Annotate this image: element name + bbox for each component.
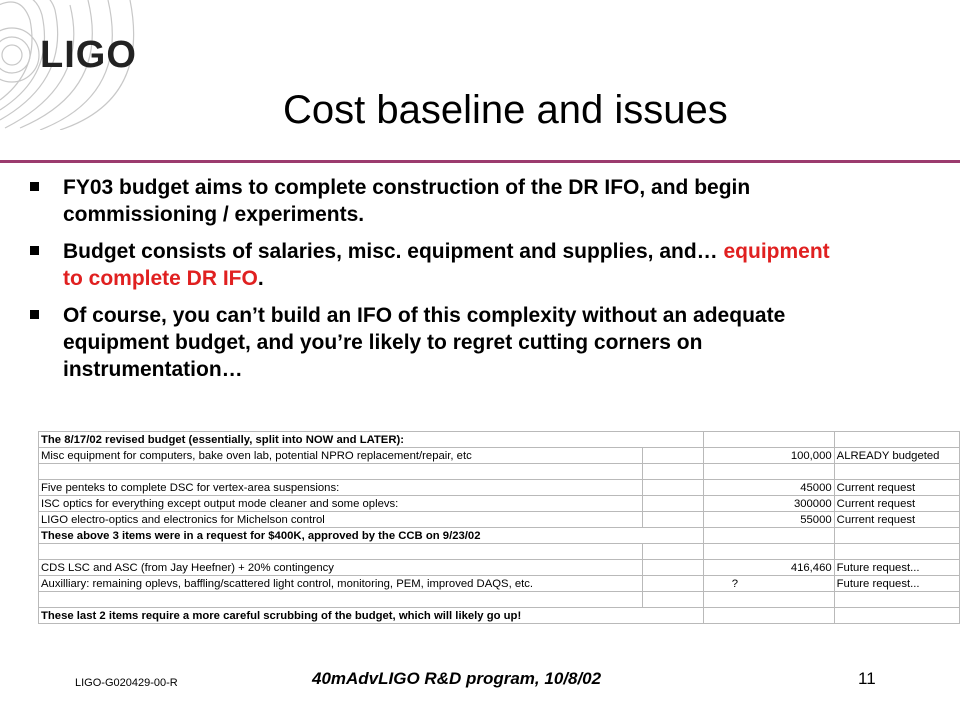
square-bullet-icon xyxy=(30,246,39,255)
bullet-list xyxy=(30,174,850,393)
note-cell: Current request xyxy=(834,496,959,512)
slide-title: Cost baseline and issues xyxy=(283,88,728,132)
table-row xyxy=(39,448,960,464)
spacer-cell xyxy=(643,544,703,560)
note-cell: Current request xyxy=(834,480,959,496)
row-label-cell xyxy=(39,544,643,560)
spacer-cell xyxy=(643,464,703,480)
row-label-cell: These above 3 items were in a request for $400K, approved by the CCB on 9/23/02 xyxy=(39,528,704,544)
empty-cell xyxy=(834,432,959,448)
note-cell: Future request... xyxy=(834,560,959,576)
row-label-cell: CDS LSC and ASC (from Jay Heefner) + 20% contingency xyxy=(39,560,643,576)
bullet-highlight: equipment to complete DR IFO xyxy=(63,240,830,290)
row-label-cell: Auxilliary: remaining oplevs, baffling/scattered light control, monitoring, PEM, improved DAQS, etc. xyxy=(39,576,643,592)
row-label-cell: The 8/17/02 revised budget (essentially, split into NOW and LATER): xyxy=(39,432,704,448)
amount-cell: 300000 xyxy=(703,496,834,512)
table-row xyxy=(39,432,960,448)
empty-cell xyxy=(834,528,959,544)
table-row xyxy=(39,464,960,480)
amount-cell: 45000 xyxy=(703,480,834,496)
note-cell xyxy=(834,464,959,480)
spacer-cell xyxy=(643,448,703,464)
note-cell: Future request... xyxy=(834,576,959,592)
empty-cell xyxy=(703,528,834,544)
spacer-cell xyxy=(643,576,703,592)
empty-cell xyxy=(703,608,834,624)
spacer-cell xyxy=(643,560,703,576)
table-row xyxy=(39,496,960,512)
row-label-cell xyxy=(39,464,643,480)
table-row xyxy=(39,560,960,576)
footer-title: 40mAdvLIGO R&D program, 10/8/02 xyxy=(312,669,602,688)
amount-cell xyxy=(703,464,834,480)
title-divider xyxy=(0,160,960,163)
bullet-item xyxy=(30,238,850,292)
note-cell xyxy=(834,544,959,560)
table-row xyxy=(39,576,960,592)
note-cell xyxy=(834,592,959,608)
note-cell: ALREADY budgeted xyxy=(834,448,959,464)
square-bullet-icon xyxy=(30,182,39,191)
spacer-cell xyxy=(643,480,703,496)
empty-cell xyxy=(703,432,834,448)
bullet-text: FY03 budget aims to complete construction of the DR IFO, and begin commissioning / experiments. xyxy=(63,176,751,226)
ligo-logo xyxy=(0,0,170,130)
table-row xyxy=(39,512,960,528)
spacer-cell xyxy=(643,592,703,608)
amount-cell: 416,460 xyxy=(703,560,834,576)
spacer-cell xyxy=(643,512,703,528)
page-number: 11 xyxy=(858,669,876,688)
empty-cell xyxy=(834,608,959,624)
amount-cell: ? xyxy=(703,576,834,592)
budget-table xyxy=(38,431,960,624)
row-label-cell: LIGO electro-optics and electronics for Michelson control xyxy=(39,512,643,528)
table-row xyxy=(39,528,960,544)
amount-cell xyxy=(703,544,834,560)
bullet-text: Budget consists of salaries, misc. equipment and supplies, and… xyxy=(63,240,724,263)
row-label-cell xyxy=(39,592,643,608)
row-label-cell: These last 2 items require a more careful scrubbing of the budget, which will likely go up! xyxy=(39,608,704,624)
table-row xyxy=(39,592,960,608)
bullet-item xyxy=(30,174,850,228)
note-cell: Current request xyxy=(834,512,959,528)
amount-cell: 100,000 xyxy=(703,448,834,464)
square-bullet-icon xyxy=(30,310,39,319)
logo-text: LIGO xyxy=(40,34,137,76)
bullet-item xyxy=(30,302,850,383)
row-label-cell: Five penteks to complete DSC for vertex-area suspensions: xyxy=(39,480,643,496)
spacer-cell xyxy=(643,496,703,512)
bullet-text-end: . xyxy=(257,267,264,290)
row-label-cell: ISC optics for everything except output mode cleaner and some oplevs: xyxy=(39,496,643,512)
bullet-text: Of course, you can’t build an IFO of this complexity without an adequate equipment budget, and you’re likely to regret cutting corners on instrumentation… xyxy=(63,304,786,381)
row-label-cell: Misc equipment for computers, bake oven lab, potential NPRO replacement/repair, etc xyxy=(39,448,643,464)
table-row xyxy=(39,608,960,624)
amount-cell: 55000 xyxy=(703,512,834,528)
document-id: LIGO-G020429-00-R xyxy=(75,677,178,689)
amount-cell xyxy=(703,592,834,608)
table-row xyxy=(39,544,960,560)
table-row xyxy=(39,480,960,496)
